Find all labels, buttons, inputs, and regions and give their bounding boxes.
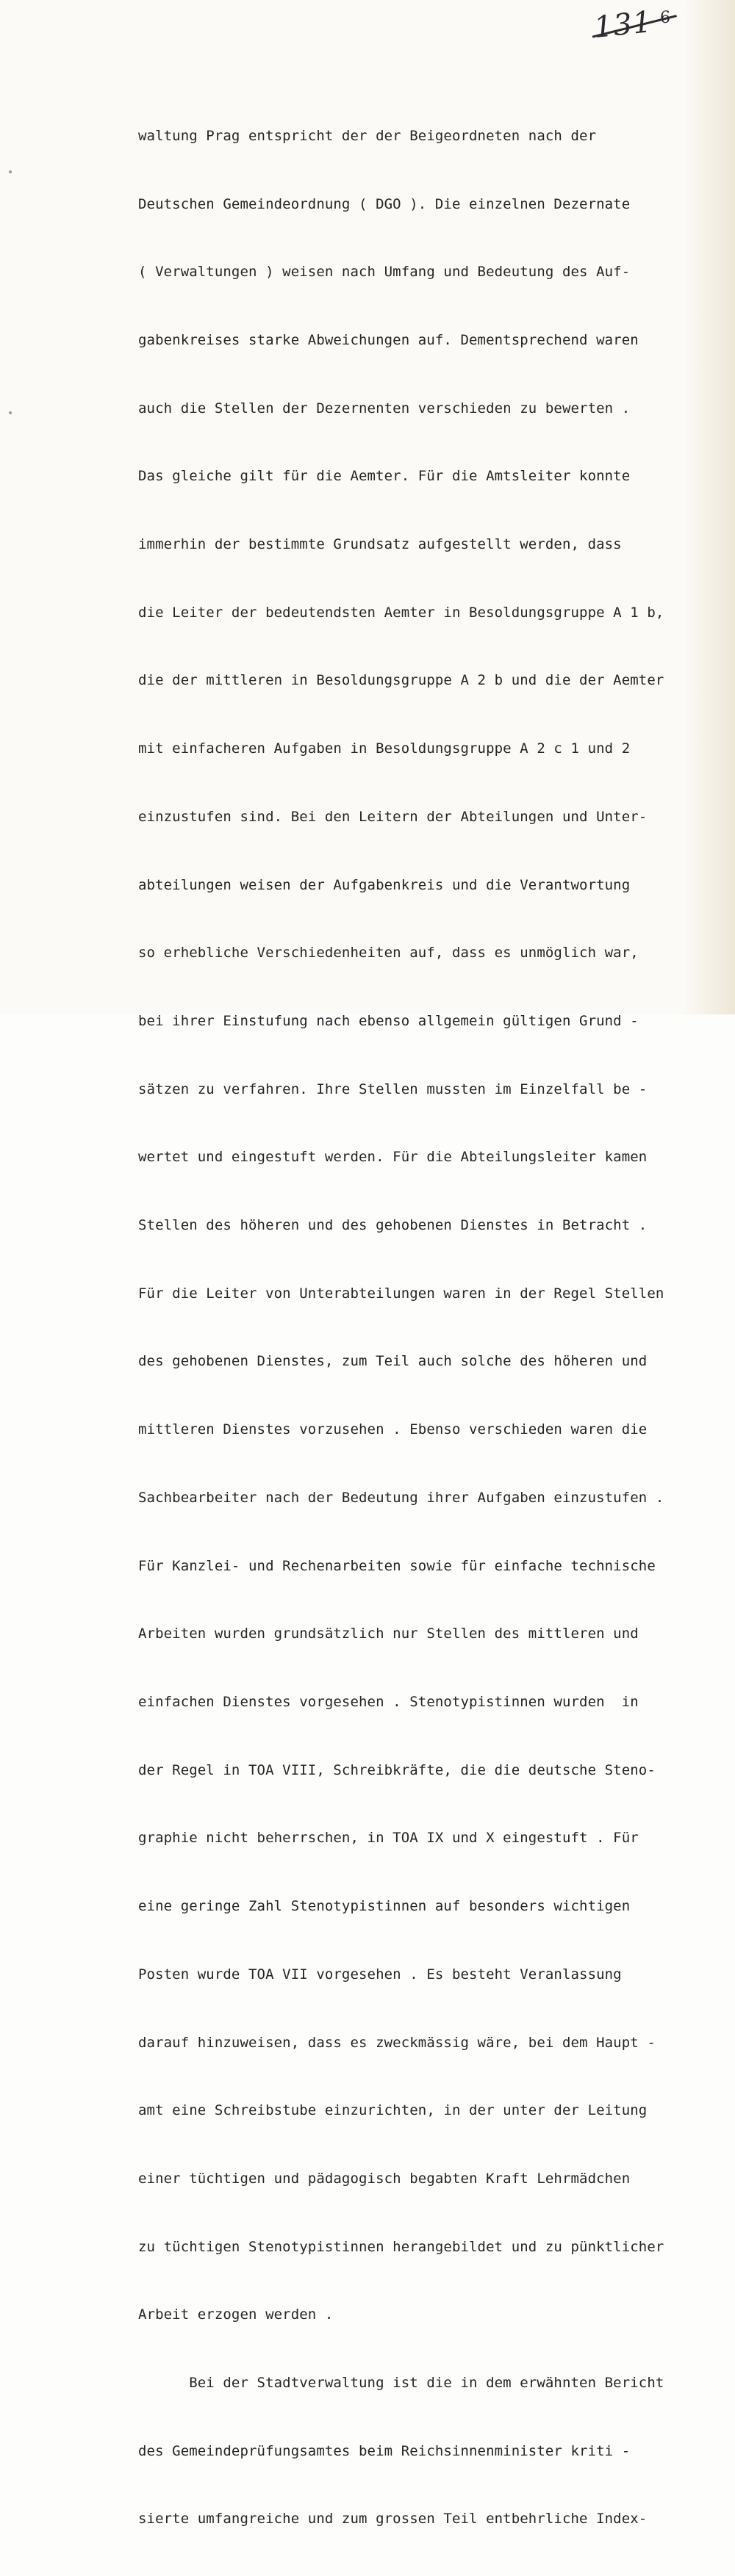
text-line: sätzen zu verfahren. Ihre Stellen mussten im Einzelfall be - [138,1080,648,1097]
text-line: ( Verwaltungen ) weisen nach Umfang und Bedeutung des Auf- [138,264,631,281]
text-line: sierte umfangreiche und zum grossen Teil entbehrliche Index- [138,2511,648,2528]
text-line: des Gemeindeprüfungsamtes beim Reichsinnenminister kriti - [138,2442,631,2459]
paper-speck [9,170,12,173]
text-line: Arbeit erzogen werden . [138,2306,334,2323]
text-line: Posten wurde TOA VII vorgesehen . Es besteht Veranlassung [138,1966,622,1982]
text-line: graphie nicht beherrschen, in TOA IX und X eingestuft . Für [138,1830,639,1847]
text-line: so erhebliche Verschiedenheiten auf, dass es unmöglich war, [138,945,639,962]
text-line: Deutschen Gemeindeordnung ( DGO ). Die einzelnen Dezernate [138,195,631,212]
text-line: einfachen Dienstes vorgesehen . Stenotypistinnen wurden in [138,1693,639,1710]
text-line: immerhin der bestimmte Grundsatz aufgestellt werden, dass [138,536,622,553]
text-line: Stellen des höheren und des gehobenen Dienstes in Betracht . [138,1217,648,1234]
text-line: die Leiter der bedeutendsten Aemter in Besoldungsgruppe A 1 b, [138,604,664,621]
text-line: amt eine Schreibstube einzurichten, in der unter der Leitung [138,2102,648,2119]
text-line: wertet und eingestuft werden. Für die Abteilungsleiter kamen [138,1149,648,1166]
text-line: zu tüchtigen Stenotypistinnen herangebildet und zu pünktlicher [138,2238,664,2255]
text-line: darauf hinzuweisen, dass es zweckmässig wäre, bei dem Haupt - [138,2034,656,2051]
text-line: mittleren Dienstes vorzusehen . Ebenso verschieden waren die [138,1421,648,1438]
text-line: Das gleiche gilt für die Aemter. Für die Amtsleiter konnte [138,468,631,485]
text-line: Bei der Stadtverwaltung ist die in dem erwähnten Bericht [138,2375,664,2392]
text-line: Sachbearbeiter nach der Bedeutung ihrer Aufgaben einzustufen . [138,1489,664,1506]
original-page-number: 6 [660,9,670,27]
text-line: gabenkreises starke Abweichungen auf. Dementsprechend waren [138,331,639,348]
text-line: Für die Leiter von Unterabteilungen waren in der Regel Stellen [138,1285,664,1302]
page-number-value: 131 [592,4,654,46]
text-line: waltung Prag entspricht der der Beigeordneten nach der [138,127,597,144]
text-line: eine geringe Zahl Stenotypistinnen auf besonders wichtigen [138,1898,631,1915]
text-line: auch die Stellen der Dezernenten verschieden zu bewerten . [138,400,631,416]
text-line: Arbeiten wurden grundsätzlich nur Stellen des mittleren und [138,1626,639,1642]
text-line: bei ihrer Einstufung nach ebenso allgemein gültigen Grund - [138,1012,639,1029]
handwritten-page-number [592,4,654,46]
text-line: einer tüchtigen und pädagogisch begabten Kraft Lehrmädchen [138,2170,631,2187]
text-line: die der mittleren in Besoldungsgruppe A 2 b und die der Aemter [138,672,664,689]
text-line: abteilungen weisen der Aufgabenkreis und die Verantwortung [138,876,631,893]
text-line: der Regel in TOA VIII, Schreibkräfte, die die deutsche Steno- [138,1761,656,1778]
text-line: mit einfacheren Aufgaben in Besoldungsgruppe A 2 c 1 und 2 [138,740,631,757]
paper-speck [9,411,12,414]
text-line: Für Kanzlei- und Rechenarbeiten sowie für einfache technische [138,1557,656,1574]
typewritten-text [138,79,719,2576]
text-line: einzustufen sind. Bei den Leitern der Abteilungen und Unter- [138,808,648,825]
text-line: des gehobenen Dienstes, zum Teil auch solche des höheren und [138,1353,648,1370]
